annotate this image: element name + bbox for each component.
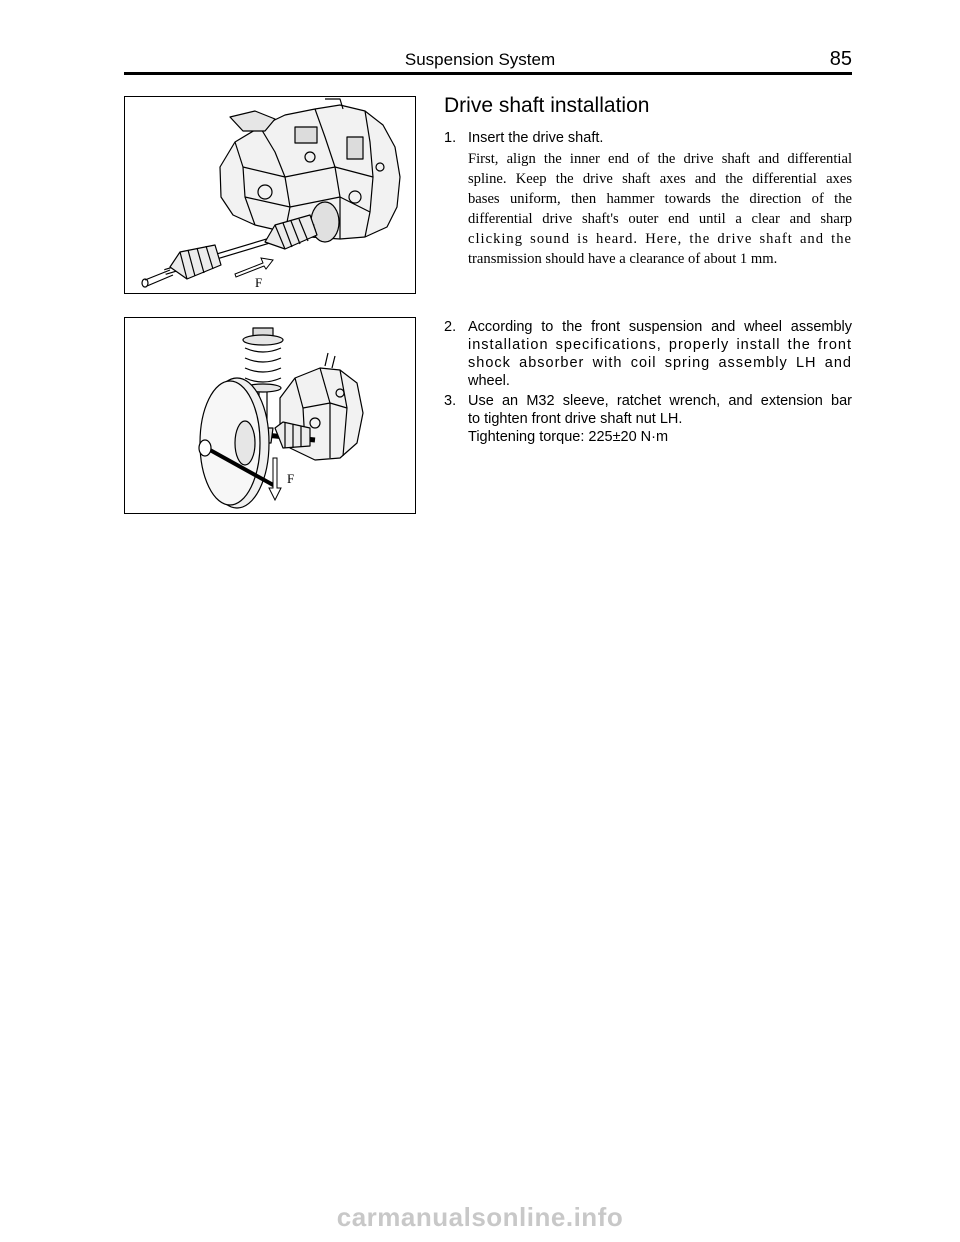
wheel-strut-illustration <box>125 318 415 512</box>
figure-drive-shaft-insertion <box>124 96 416 294</box>
step-1-line-6: transmission should have a clearance of about 1 mm. <box>468 251 778 267</box>
watermark: carmanualsonline.info <box>336 1202 624 1232</box>
figure-1-label: F <box>255 275 263 290</box>
step-1-line-1: First, align the inner end of the drive shaft and differential <box>468 151 852 167</box>
step-2-line-1: According to the front suspension and wheel assembly <box>468 319 852 335</box>
step-3-line-1: Use an M32 sleeve, ratchet wrench, and extension bar <box>468 393 852 409</box>
step-1-line-5: clicking sound is heard. Here, the drive shaft and the <box>468 231 852 247</box>
step-2-number: 2. <box>444 319 457 335</box>
step-2-line-2: installation specifications, properly install the front <box>468 337 852 353</box>
step-1-line-2: spline. Keep the drive shaft axes and the differential axes <box>468 171 852 187</box>
step-1-line-3: bases uniform, then hammer towards the direction of the <box>468 191 852 207</box>
step-3-number: 3. <box>444 393 457 409</box>
step-2-line-3: shock absorber with coil spring assembly LH and <box>468 355 852 371</box>
step-1-description <box>468 149 852 269</box>
page-header-title: Suspension System <box>404 50 556 69</box>
step-3-line-2: to tighten front drive shaft nut LH. <box>468 411 683 427</box>
step-2 <box>444 318 852 390</box>
transmission-illustration <box>125 97 415 291</box>
figure-2-label: F <box>287 471 295 486</box>
step-2-line-4: wheel. <box>468 373 510 389</box>
step-1-line-4: differential drive shaft's outer end until a clear and sharp <box>468 211 852 227</box>
step-1-heading: Insert the drive shaft. <box>468 130 604 146</box>
header-rule <box>124 72 852 75</box>
step-3 <box>444 392 852 446</box>
step-3-torque: Tightening torque: 225±20 N·m <box>468 429 669 445</box>
page-number: 85 <box>829 48 852 70</box>
section-title: Drive shaft installation <box>444 94 650 117</box>
figure-nut-tightening <box>124 317 416 514</box>
step-1-number: 1. <box>444 130 457 146</box>
step-1 <box>444 129 852 269</box>
